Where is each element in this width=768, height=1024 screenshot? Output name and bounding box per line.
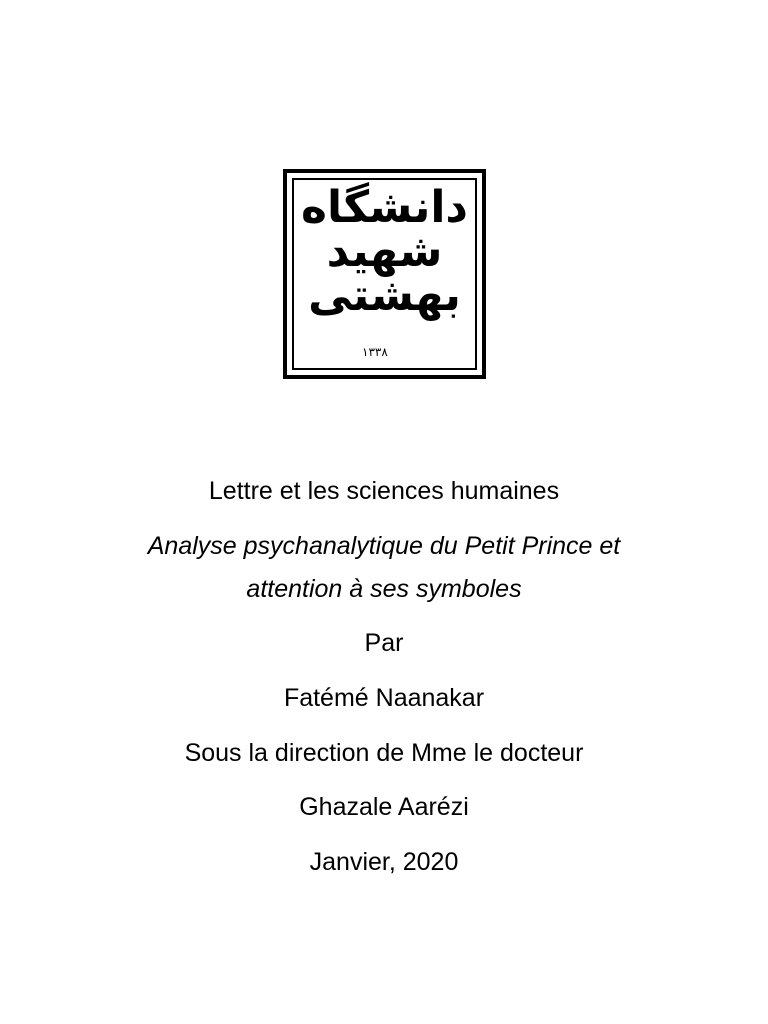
logo-calligraphy xyxy=(294,182,475,321)
university-logo xyxy=(283,169,486,379)
by-label: Par xyxy=(364,629,404,657)
date: Janvier, 2020 xyxy=(309,848,459,876)
logo-year: ۱۳۳۸ xyxy=(362,345,388,359)
logo-row: دانشگاه xyxy=(300,182,469,233)
field-of-study: Lettre et les sciences humaines xyxy=(208,477,560,505)
supervision-line: Sous la direction de Mme le docteur xyxy=(184,739,584,767)
author-name: Fatémé Naanakar xyxy=(283,684,485,712)
logo-row: بهشتی xyxy=(308,270,461,321)
logo-frame xyxy=(292,178,477,370)
thesis-title-line-2: attention à ses symboles xyxy=(246,575,522,603)
logo-row: شهید xyxy=(326,226,443,277)
thesis-title-line-1: Analyse psychanalytique du Petit Prince et xyxy=(147,532,621,560)
advisor-name: Ghazale Aarézi xyxy=(299,793,469,821)
